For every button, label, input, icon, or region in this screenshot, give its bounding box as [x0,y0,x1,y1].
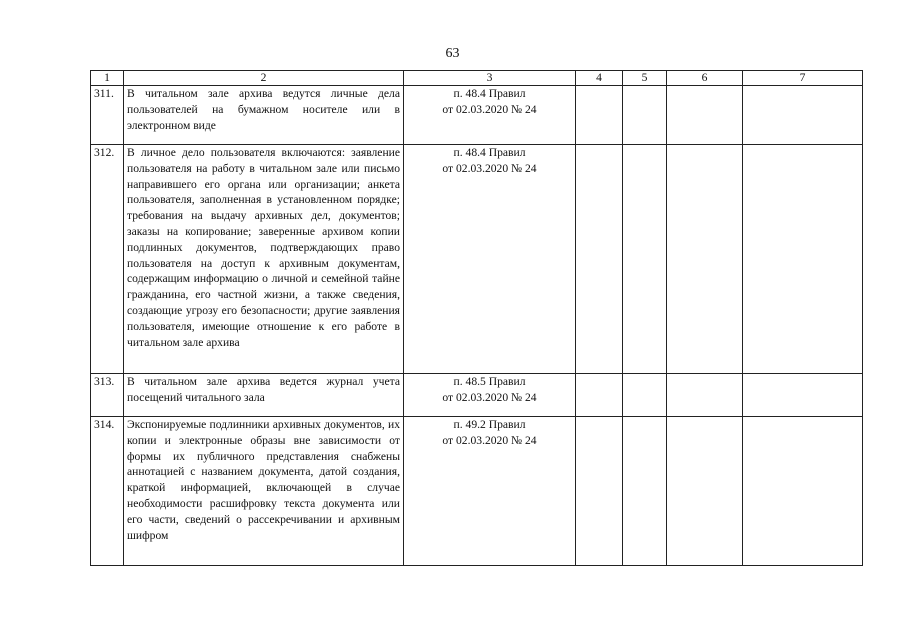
reference-clause: п. 49.2 Правил [453,418,526,431]
empty-cell-4 [576,145,623,374]
legal-reference [404,86,576,145]
requirement-text: В читальном зале архива ведутся личные дела пользователей на бумажном носителе или в электронном виде [124,86,404,145]
empty-cell-7 [743,417,863,566]
column-header-1: 1 [91,71,124,86]
legal-reference [404,417,576,566]
table-row [91,86,863,145]
empty-cell-5 [623,374,667,417]
empty-cell-7 [743,86,863,145]
empty-cell-6 [667,145,743,374]
reference-document: от 02.03.2020 № 24 [442,433,537,447]
requirement-text: В личное дело пользователя включаются: заявление пользователя на работу в читальном зале или письмо направившего его органа или организации; анкета пользователя, заполненная в установленном порядке; требования на выдачу архивных дел, документов; заказы на копирование; заверенные архивом копии подлинных документов, подтверждающих право пользователя на доступ к архивным документам, содержащим информацию о личной и семейной тайне гражданина, его частной жизни, а также сведения, создающие угрозу его безопасности; другие заявления пользователя, имеющие отношение к его работе в читальном зале архива [124,145,404,374]
requirement-text: В читальном зале архива ведется журнал учета посещений читального зала [124,374,404,417]
reference-document: от 02.03.2020 № 24 [442,102,537,116]
column-header-3: 3 [404,71,576,86]
requirements-table [90,70,863,566]
reference-document: от 02.03.2020 № 24 [442,390,537,404]
legal-reference [404,145,576,374]
column-header-6: 6 [667,71,743,86]
row-number: 313. [91,374,124,417]
empty-cell-7 [743,145,863,374]
empty-cell-5 [623,145,667,374]
reference-document: от 02.03.2020 № 24 [442,161,537,175]
table-header-row [91,71,863,86]
row-number: 314. [91,417,124,566]
empty-cell-7 [743,374,863,417]
column-header-5: 5 [623,71,667,86]
table-row [91,145,863,374]
row-number: 311. [91,86,124,145]
table-row [91,374,863,417]
page-number: 63 [445,46,460,61]
table-row [91,417,863,566]
column-header-4: 4 [576,71,623,86]
legal-reference [404,374,576,417]
requirement-text: Экспонируемые подлинники архивных документов, их копии и электронные образы вне зависимости от формы их публичного представления снабжены аннотацией с названием документа, датой создания, краткой информацией, включающей в случае необходимости расшифровку текста документа или его части, сведений о рассекречивании и архивным шифром [124,417,404,566]
empty-cell-6 [667,417,743,566]
empty-cell-6 [667,374,743,417]
empty-cell-4 [576,417,623,566]
reference-clause: п. 48.4 Правил [453,87,526,100]
reference-clause: п. 48.5 Правил [453,375,526,388]
empty-cell-4 [576,86,623,145]
empty-cell-5 [623,417,667,566]
empty-cell-4 [576,374,623,417]
empty-cell-5 [623,86,667,145]
empty-cell-6 [667,86,743,145]
row-number: 312. [91,145,124,374]
column-header-7: 7 [743,71,863,86]
reference-clause: п. 48.4 Правил [453,146,526,159]
column-header-2: 2 [124,71,404,86]
